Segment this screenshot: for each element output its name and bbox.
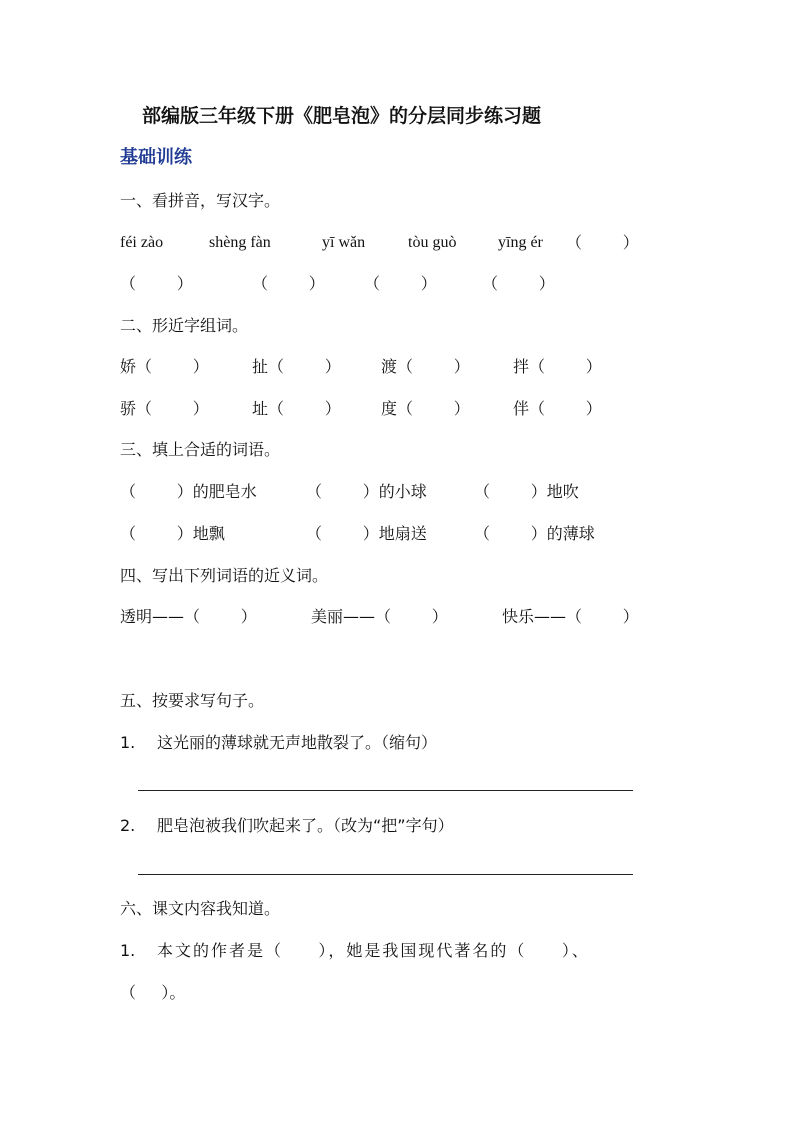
q6-sentence-1-continued: （ ）。: [120, 983, 186, 1002]
q6-item-number: 1.: [120, 941, 136, 960]
answer-line[interactable]: [138, 874, 633, 875]
answer-blank[interactable]: （ ）: [252, 274, 325, 293]
word-blank[interactable]: 拌（ ）: [513, 357, 602, 376]
phrase-blank[interactable]: （ ）地吹: [474, 482, 579, 501]
section-basic-training: 基础训练: [120, 147, 192, 168]
pinyin-1: féi zào: [120, 234, 164, 251]
q5-sentence-1: 这光丽的薄球就无声地散裂了。（缩句）: [157, 733, 438, 752]
q1-heading: 一、看拼音，写汉字。: [120, 191, 281, 210]
answer-blank[interactable]: （ ）: [120, 274, 193, 293]
phrase-blank[interactable]: （ ）地飘: [120, 524, 225, 543]
word-blank[interactable]: 伴（ ）: [513, 399, 602, 418]
word-blank[interactable]: 址（ ）: [252, 399, 341, 418]
answer-blank[interactable]: （ ）: [566, 233, 639, 252]
q6-heading: 六、课文内容我知道。: [120, 899, 281, 918]
pinyin-5: yīng ér: [498, 234, 543, 251]
q3-heading: 三、填上合适的词语。: [120, 440, 281, 459]
word-blank[interactable]: 骄（ ）: [120, 399, 209, 418]
answer-line[interactable]: [138, 790, 633, 791]
phrase-blank[interactable]: （ ）的小球: [306, 482, 427, 501]
q4-heading: 四、写出下列词语的近义词。: [120, 566, 329, 585]
word-blank[interactable]: 渡（ ）: [381, 357, 470, 376]
word-blank[interactable]: 娇（ ）: [120, 357, 209, 376]
answer-blank[interactable]: （ ）: [364, 274, 437, 293]
synonym-blank[interactable]: 美丽——（ ）: [311, 607, 448, 626]
pinyin-4: tòu guò: [408, 234, 457, 251]
q5-item-number: 1.: [120, 733, 136, 752]
synonym-blank[interactable]: 透明——（ ）: [120, 607, 257, 626]
pinyin-2: shèng fàn: [209, 234, 271, 251]
q6-sentence-1: 本文的作者是（ ），她是我国现代著名的（ ）、: [157, 941, 590, 960]
word-blank[interactable]: 扯（ ）: [252, 357, 341, 376]
q5-item-number: 2.: [120, 816, 136, 835]
q5-heading: 五、按要求写句子。: [120, 691, 265, 710]
phrase-blank[interactable]: （ ）的薄球: [474, 524, 595, 543]
answer-blank[interactable]: （ ）: [482, 274, 555, 293]
q2-heading: 二、形近字组词。: [120, 316, 249, 335]
page-title: 部编版三年级下册《肥皂泡》的分层同步练习题: [142, 105, 542, 127]
phrase-blank[interactable]: （ ）地扇送: [306, 524, 427, 543]
phrase-blank[interactable]: （ ）的肥皂水: [120, 482, 257, 501]
pinyin-3: yī wǎn: [322, 234, 366, 251]
word-blank[interactable]: 度（ ）: [381, 399, 470, 418]
q5-sentence-2: 肥皂泡被我们吹起来了。（改为“把”字句）: [157, 816, 454, 835]
synonym-blank[interactable]: 快乐——（ ）: [502, 607, 639, 626]
